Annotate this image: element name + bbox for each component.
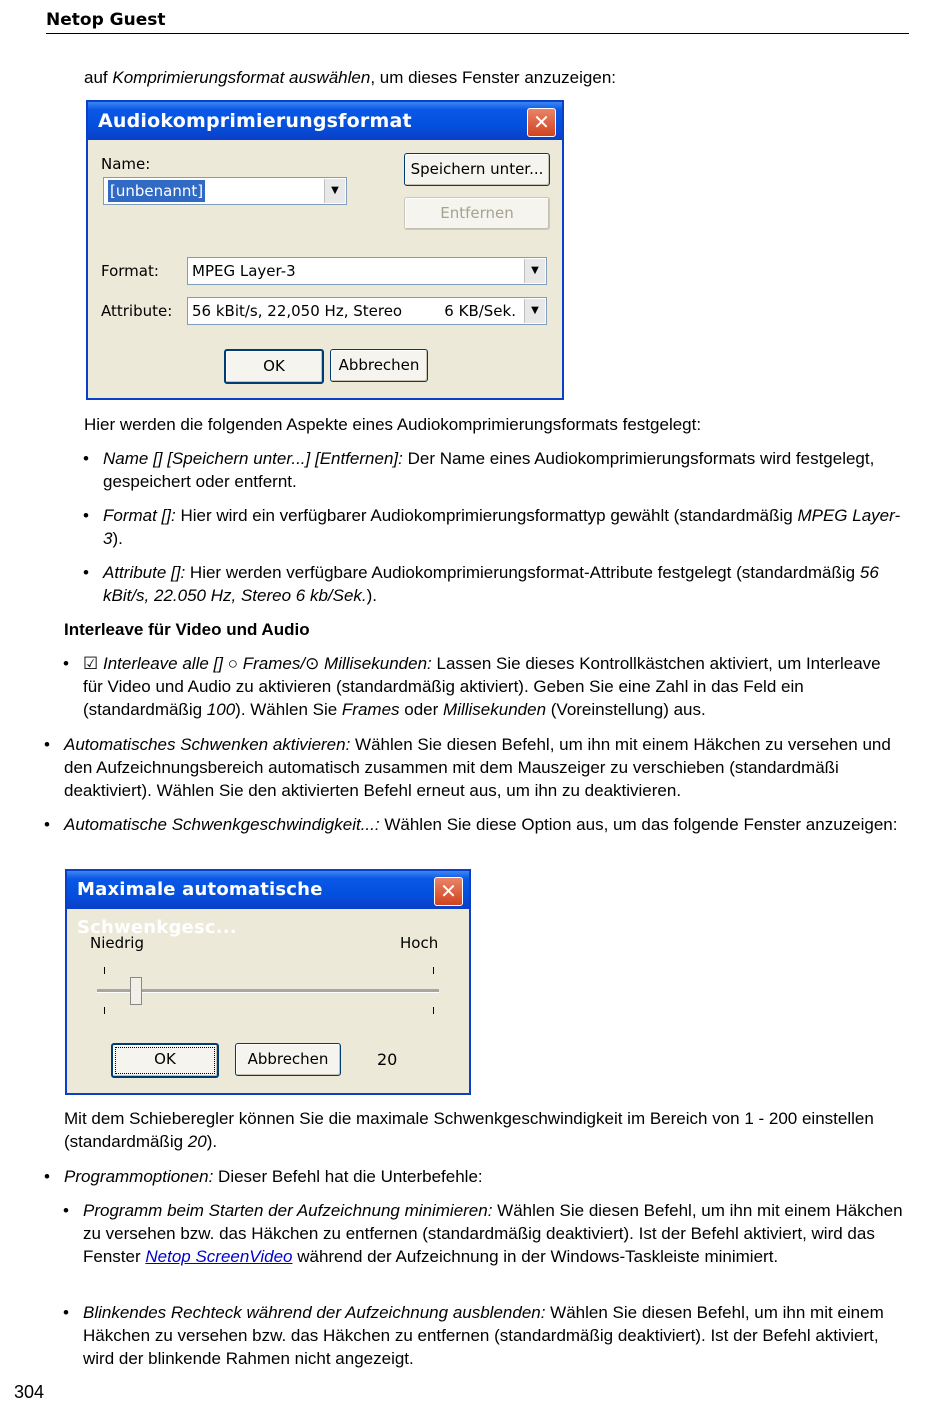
checkbox-icon: ☑ (83, 654, 99, 673)
item-term: Format []: (103, 506, 176, 525)
attribute-combobox[interactable] (187, 297, 547, 325)
item-text-end: während der Aufzeichnung in der Windows-Taskleiste minimiert. (292, 1247, 779, 1266)
intro-line (84, 66, 904, 89)
format-value: MPEG Layer-3 (192, 262, 296, 280)
item-text: Hier wird ein verfügbarer Audiokomprimierungsformattyp gewählt (standardmäßig (175, 506, 798, 525)
interleave-term: Interleave alle [] (98, 654, 228, 673)
remove-button[interactable]: Entfernen (404, 197, 550, 230)
cancel-button[interactable]: Abbrechen (330, 349, 428, 382)
item-text: ). Wählen Sie (235, 700, 342, 719)
format-combobox[interactable] (187, 257, 547, 285)
name-value: [unbenannt] (110, 182, 204, 200)
audio-format-dialog (86, 100, 564, 400)
item-text: Wählen Sie diese Option aus, um das folgende Fenster anzuzeigen: (379, 815, 898, 834)
ms-term: Millisekunden: (319, 654, 432, 673)
note-text: Mit dem Schieberegler können Sie die maximale Schwenkgeschwindigkeit im Bereich von 1 - 200 einstellen (standardmäßig (64, 1109, 874, 1151)
list-item (64, 733, 906, 802)
list-item (103, 447, 903, 493)
note-default: 20 (187, 1132, 207, 1151)
header-title: Netop Guest (46, 10, 166, 30)
list-item (83, 652, 905, 721)
intro-suffix: , um dieses Fenster anzuzeigen: (370, 68, 616, 87)
slider-tick (433, 967, 434, 974)
list-item (103, 561, 903, 607)
item-term: Automatisches Schwenken aktivieren: (64, 735, 351, 754)
slider-thumb[interactable] (130, 977, 142, 1005)
save-as-button[interactable]: Speichern unter... (404, 153, 550, 186)
aspects-intro: Hier werden die folgenden Aspekte eines Audiokomprimierungsformats festgelegt: (84, 415, 702, 434)
attribute-label: Attribute: (101, 302, 173, 320)
chevron-down-icon[interactable]: ▼ (324, 179, 345, 203)
note-text-end: ). (206, 1132, 218, 1151)
intro-italic: Komprimierungsformat auswählen (112, 68, 371, 87)
slider-tick (104, 1007, 105, 1014)
intro-prefix: auf (84, 68, 113, 87)
dialog-title: Audiokomprimierungsformat (98, 110, 412, 132)
cancel-button[interactable]: Abbrechen (235, 1043, 341, 1076)
high-label: Hoch (400, 934, 439, 952)
slider-track[interactable] (97, 989, 439, 993)
ok-button[interactable]: OK (111, 1043, 219, 1078)
item-default: 56 kBit/s, 22.050 Hz, Stereo 6 kb/Sek. (103, 563, 879, 605)
frames-term: Frames/ (238, 654, 306, 673)
item-term: Programmoptionen: (64, 1167, 214, 1186)
item-text: (Voreinstellung) aus. (546, 700, 706, 719)
close-icon[interactable]: ✕ (527, 108, 556, 137)
radio-off-icon: ○ (227, 654, 238, 673)
item-text: Wählen Sie diesen Befehl, um ihn mit einem Häkchen zu versehen bzw. das Häkchen zu entfernen (standardmäßig deaktiviert). Ist der Befehl aktiviert, wird der blinkende Rahmen nicht angezeigt. (83, 1303, 884, 1368)
slider-tick (433, 1007, 434, 1014)
list-item (64, 1165, 906, 1188)
slider-note (64, 1107, 904, 1153)
close-icon[interactable]: ✕ (434, 877, 463, 906)
item-term: Attribute []: (103, 563, 186, 582)
name-combobox[interactable] (103, 177, 347, 205)
screenvideo-link[interactable]: Netop ScreenVideo (145, 1247, 293, 1266)
list-item (83, 1301, 908, 1370)
low-label: Niedrig (90, 934, 144, 952)
item-text: Hier werden verfügbare Audiokomprimierungsformat-Attribute festgelegt (standardmäßig (185, 563, 860, 582)
item-text: Dieser Befehl hat die Unterbefehle: (213, 1167, 483, 1186)
item-text: Wählen Sie diesen Befehl, um ihn mit einem Häkchen zu versehen und den Aufzeichnungsbereich automatisch zusammen mit dem Mauszeiger zu verschieben (standardmäßi deaktiviert). Wählen Sie den aktivierten Befehl erneut aus, um ihn zu deaktivieren. (64, 735, 891, 800)
item-text-end: ). (366, 586, 378, 605)
list-item (64, 813, 906, 836)
dialog-titlebar (88, 102, 562, 140)
item-term: Automatische Schwenkgeschwindigkeit...: (64, 815, 380, 834)
ms-option: Millisekunden (443, 700, 547, 719)
pan-speed-dialog (65, 869, 471, 1095)
dialog-title: Maximale automatische Schwenkgesc... (77, 879, 323, 938)
dialog-titlebar (67, 871, 469, 938)
list-item (83, 1199, 908, 1268)
attribute-value: 56 kBit/s, 22,050 Hz, Stereo (192, 302, 403, 320)
radio-on-icon: ⊙ (305, 654, 320, 673)
format-label: Format: (101, 262, 159, 280)
page-header (46, 8, 909, 34)
item-default: MPEG Layer-3 (103, 506, 901, 548)
slider-tick (104, 967, 105, 974)
item-term: Blinkendes Rechteck während der Aufzeichnung ausblenden: (83, 1303, 546, 1322)
item-text: Wählen Sie diesen Befehl, um ihn mit einem Häkchen zu versehen bzw. das Häkchen zu entfernen (standardmäßig deaktiviert). Ist der Befehl aktiviert, wird das Fenster (83, 1201, 903, 1266)
item-term: Name [] [Speichern unter...] [Entfernen]: (103, 449, 403, 468)
item-default: 100 (206, 700, 236, 719)
item-text: oder (399, 700, 444, 719)
chevron-down-icon[interactable]: ▼ (524, 259, 545, 283)
frames-option: Frames (341, 700, 400, 719)
item-text: Der Name eines Audiokomprimierungsformats wird festgelegt, gespeichert oder entfernt. (103, 449, 875, 491)
item-term: Programm beim Starten der Aufzeichnung minimieren: (83, 1201, 493, 1220)
item-text-end: ). (112, 529, 123, 548)
item-text: Lassen Sie dieses Kontrollkästchen aktiviert, um Interleave für Video und Audio zu aktivieren (standardmäßig aktiviert). Geben Sie eine Zahl in das Feld ein (standardmäßig (83, 654, 881, 719)
ok-button[interactable]: OK (224, 349, 324, 384)
speed-value: 20 (377, 1050, 398, 1069)
attribute-rate: 6 KB/Sek. (444, 302, 516, 320)
list-item (103, 504, 903, 550)
section-heading: Interleave für Video und Audio (64, 620, 310, 639)
page-number: 304 (14, 1382, 45, 1402)
name-label: Name: (101, 155, 151, 173)
chevron-down-icon[interactable]: ▼ (524, 299, 545, 323)
